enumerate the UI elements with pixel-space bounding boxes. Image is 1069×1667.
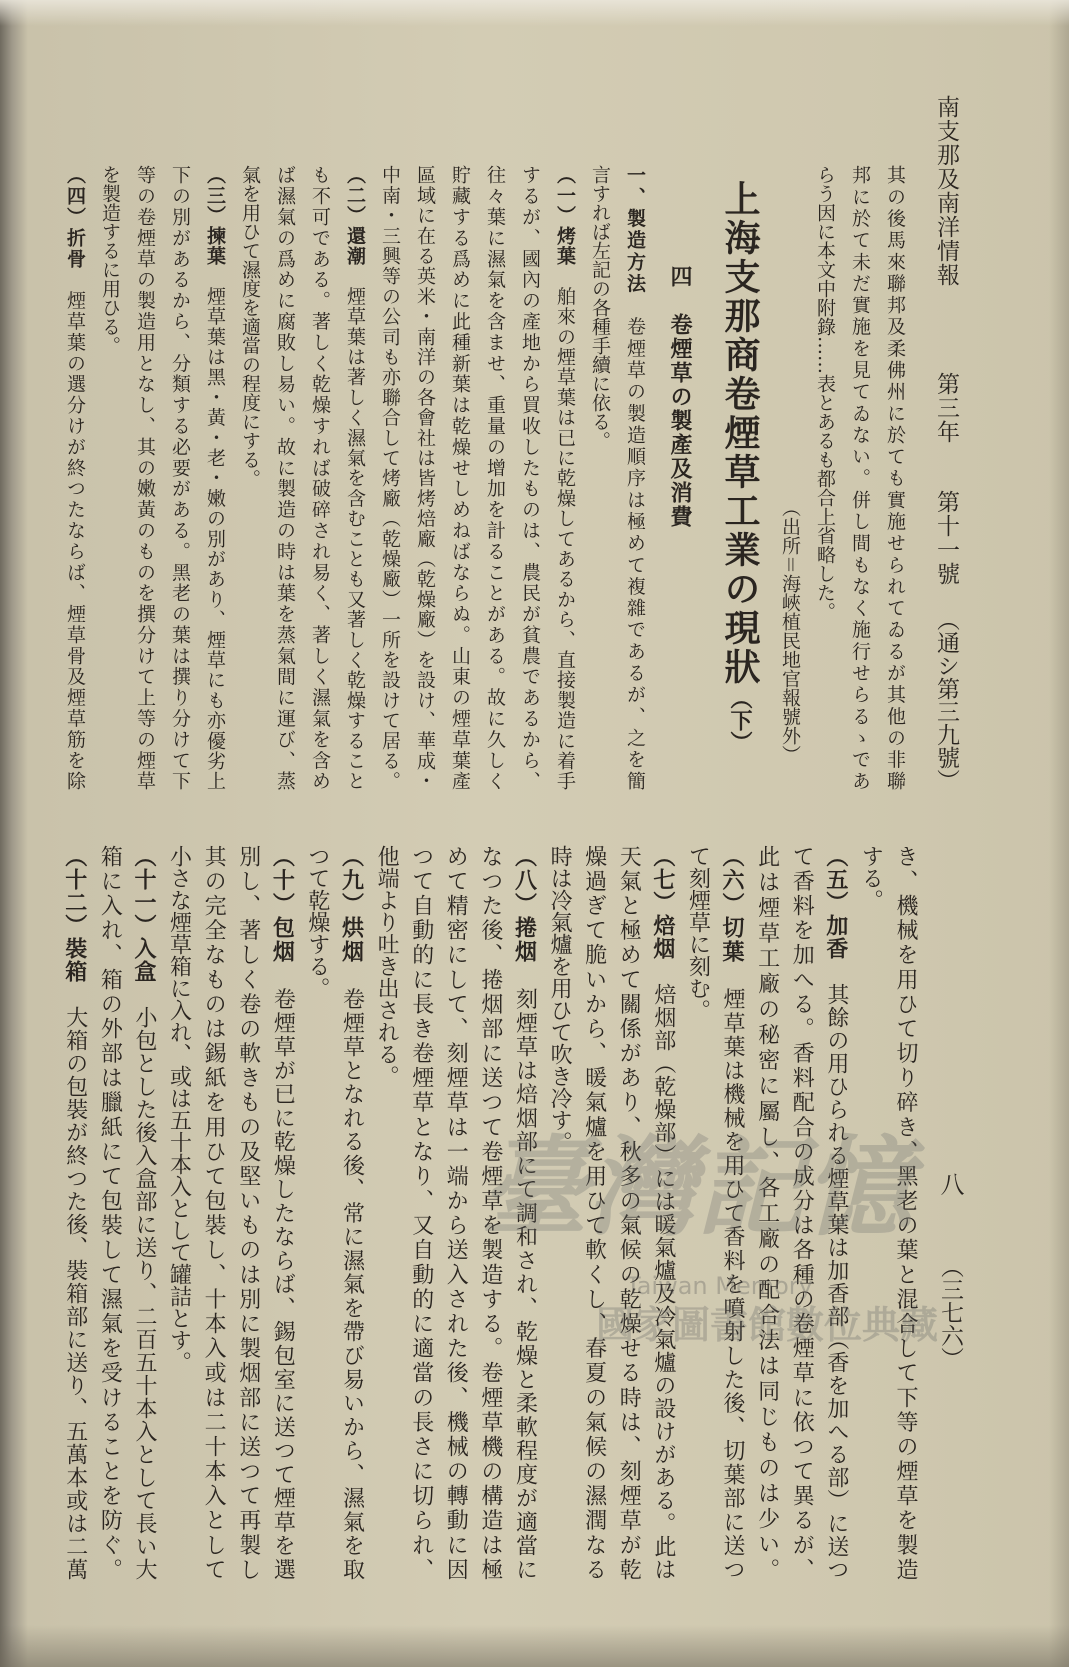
column-text: らう因に本文中附錄……表とあるも都合上省略した。 — [814, 165, 836, 621]
upper-body-text — [57, 165, 652, 790]
article-title — [712, 180, 768, 753]
journal-title: 南支那及南洋情報 — [933, 95, 959, 287]
column-text: を製造するに用ひる。 — [99, 165, 121, 355]
column-text: する。 — [858, 845, 884, 911]
item-label: （六）切葉 — [719, 845, 746, 964]
column-text: つて乾燥する。 — [304, 845, 330, 999]
item-label: （十二）裝箱 — [61, 845, 88, 983]
column-text: するが、國內の產地から買收したものは、農民が貧農であるから、 — [519, 165, 541, 790]
item-label: （九）烘烟 — [338, 845, 365, 964]
column-text: 其の完全なものは錫紙を用ひて包裝し、十本入或は二十本入として — [201, 845, 227, 1580]
upper-text-column — [407, 165, 442, 790]
item-label: （八）捲烟 — [511, 845, 538, 964]
column-text: なつた後、捲烟部に送つて卷煙草を製造する。卷煙草機の構造は極 — [477, 845, 503, 1580]
continuation-text-block — [807, 165, 912, 790]
item-label: （七）焙烟 — [649, 845, 676, 960]
column-text: めて精密にして、刻煙草は一端から送入された後、機械の轉動に因 — [443, 845, 469, 1580]
column-text: 言すれば左記の各種手續に依る。 — [589, 165, 611, 450]
column-text: 箱に入れ、箱の外部は臘紙にて包裝して濕氣を受けることを防ぐ。 — [97, 845, 123, 1580]
column-text: 焙烟部（乾燥部）には暖氣爐及冷氣爐の設けがある。此は — [650, 983, 676, 1580]
column-text: 貯藏する爲めに此種新葉は乾燥せしめねばならぬ。山東の煙草葉產 — [449, 165, 471, 790]
column-text: 中南・三興等の公司も亦聯合して烤廠（乾燥廠）一所を設けて居る。 — [379, 165, 401, 790]
column-text: 邦に於て未だ實施を見てゐない。併し間もなく施行せらるゝであ — [849, 165, 871, 790]
lower-text-column — [57, 845, 92, 1580]
column-text: 別し、著しく卷の軟きもの及堅いものは別に製烟部に送つて再製し — [235, 845, 261, 1580]
column-text: 煙草葉は機械を用ひて香料を噴射した後、切葉部に送つ — [720, 987, 746, 1580]
column-text: 此は煙草工廠の秘密に屬し、各工廠の配合法は同じものは少い。 — [754, 845, 780, 1580]
column-text: 卷煙草が已に乾燥したならば、錫包室に送つて煙草を選 — [270, 987, 296, 1580]
item-label: （一）烤葉 — [554, 165, 576, 266]
column-text: 他端より吐き出される。 — [374, 845, 400, 1087]
article-title-text: 上海支那商卷煙草工業の現狀 — [719, 180, 761, 687]
continuation-column — [842, 165, 877, 790]
column-text: 時は冷氣爐を用ひて吹き冷す。 — [547, 845, 573, 1153]
lower-text-column — [369, 845, 404, 1580]
column-text: 卷煙草の製造順序は極めて複雜であるが、之を簡 — [624, 316, 646, 790]
lower-text-column — [126, 845, 161, 1580]
column-text: て香料を加へる。香料配合の成分は各種の卷煙草に依つて異るが、 — [789, 845, 815, 1580]
lower-text-column — [92, 845, 127, 1580]
column-text: 卷煙草となれる後、常に濕氣を帶び易いから、濕氣を取 — [339, 987, 365, 1580]
upper-text-column — [232, 165, 267, 790]
upper-text-column — [267, 165, 302, 790]
item-label: （四）折骨 — [64, 165, 86, 270]
column-text: 舶來の煙草葉は已に乾燥してあるから、直接製造に着手 — [554, 286, 576, 790]
lower-text-column — [334, 845, 369, 1580]
column-text: 煙草葉は著しく濕氣を含むことも又著しく乾燥すること — [344, 286, 366, 790]
column-text: 區域に在る英米・南洋の各會社は皆烤焙廠（乾燥廠）を設け、華成・ — [414, 165, 436, 790]
section-heading: 四 卷煙草の製產及消費 — [667, 265, 693, 529]
upper-text-column — [617, 165, 652, 790]
column-text: 下の別があるから、分類する必要がある。黑老の葉は撰り分けて下 — [169, 165, 191, 790]
item-label: 一、製造方法 — [624, 165, 646, 295]
upper-text-column — [162, 165, 197, 790]
upper-text-column — [442, 165, 477, 790]
continuation-column — [877, 165, 912, 790]
item-label: （十一）入盒 — [130, 845, 157, 983]
item-label: （二）還潮 — [344, 165, 366, 266]
column-text: ば濕氣の爲めに腐敗し易い。故に製造の時は葉を蒸氣間に運び、蒸 — [274, 165, 296, 790]
upper-text-column — [372, 165, 407, 790]
column-text: 等の卷煙草の製造用となし、其の嫩黃のものを撰分けて上等の煙草 — [134, 165, 156, 790]
lower-text-column — [230, 845, 265, 1580]
issue-number: 第十一號 — [933, 490, 959, 586]
source-note: （出所＝海峽植民地官報號外） — [779, 498, 801, 765]
upper-text-column — [302, 165, 337, 790]
column-text: も不可である。著しく乾燥すれば破碎され易く、著しく濕氣を含め — [309, 165, 331, 790]
lower-text-column — [265, 845, 300, 1580]
article-part: （下） — [727, 687, 753, 753]
column-text: つて自動的に長き卷煙草となり、又自動的に適當の長さに切られ、 — [408, 845, 434, 1580]
column-text: て刻煙草に刻む。 — [685, 845, 711, 1021]
watermark-logo: 臺灣記憶 — [480, 1125, 913, 1251]
upper-text-column — [582, 165, 617, 790]
upper-text-column — [337, 165, 372, 790]
column-text: 煙草葉は黑・黃・老・嫩の別があり、煙草にも亦優劣上 — [204, 286, 226, 790]
upper-text-column — [92, 165, 127, 790]
column-text: 其の後馬來聯邦及柔佛州に於ても實施せられてゐるが其他の非聯 — [884, 165, 906, 790]
column-text: 天氣と極めて關係があり、秋多の氣候の乾燥せる時は、刻煙草が乾 — [616, 845, 642, 1580]
item-label: （十）包烟 — [269, 845, 296, 964]
item-label: （三）揀葉 — [204, 165, 226, 266]
column-text: 燥過ぎて脆いから、暖氣爐を用ひて軟くし、春夏の氣候の濕潤なる — [581, 845, 607, 1580]
upper-text-column — [512, 165, 547, 790]
column-text: 小包とした後入盒部に送り、二百五十本入として長い大 — [131, 1006, 157, 1580]
volume-year: 第三年 — [933, 372, 959, 444]
column-text: 大箱の包裝が終つた後、裝箱部に送り、五萬本或は二萬 — [62, 1006, 88, 1580]
column-text: 煙草葉の選分けが終つたならば、煙草骨及煙草筋を除 — [64, 290, 86, 790]
upper-text-column — [57, 165, 92, 790]
lower-text-column — [196, 845, 231, 1580]
upper-text-column — [127, 165, 162, 790]
lower-text-column — [403, 845, 438, 1580]
upper-text-column — [547, 165, 582, 790]
watermark-english: Taiwan Memory — [626, 1272, 813, 1300]
continuation-column — [807, 165, 842, 790]
lower-text-column — [438, 845, 473, 1580]
column-text: 其餘の用ひられる煙草葉は加香部（香を加へる部）に送つ — [823, 983, 849, 1580]
watermark-library: 國家圖書館數位典藏 — [596, 1302, 939, 1347]
column-text: き、機械を用ひて切り碎き、黑老の葉と混合して下等の煙草を製造 — [893, 845, 918, 1580]
upper-text-column — [477, 165, 512, 790]
column-text: 往々葉に濕氣を含ませ、重量の增加を計ることがある。故に久しく — [484, 165, 506, 790]
page-number: （三七六） — [937, 1255, 963, 1370]
item-label: （五）加香 — [822, 845, 849, 960]
column-text: 小さな煙草箱に入れ、或は五十本入として罐詰とす。 — [166, 845, 192, 1373]
serial-number: （通シ第三九號） — [933, 608, 959, 792]
page-number-kanji: 八 — [936, 1172, 964, 1196]
upper-text-column — [197, 165, 232, 790]
column-text: 刻煙草は焙烟部にて調和され、乾燥と柔軟程度が適當に — [512, 987, 538, 1580]
lower-text-column — [299, 845, 334, 1580]
column-text: 氣を用ひて濕度を適當の程度にする。 — [239, 165, 261, 488]
lower-text-column — [161, 845, 196, 1580]
